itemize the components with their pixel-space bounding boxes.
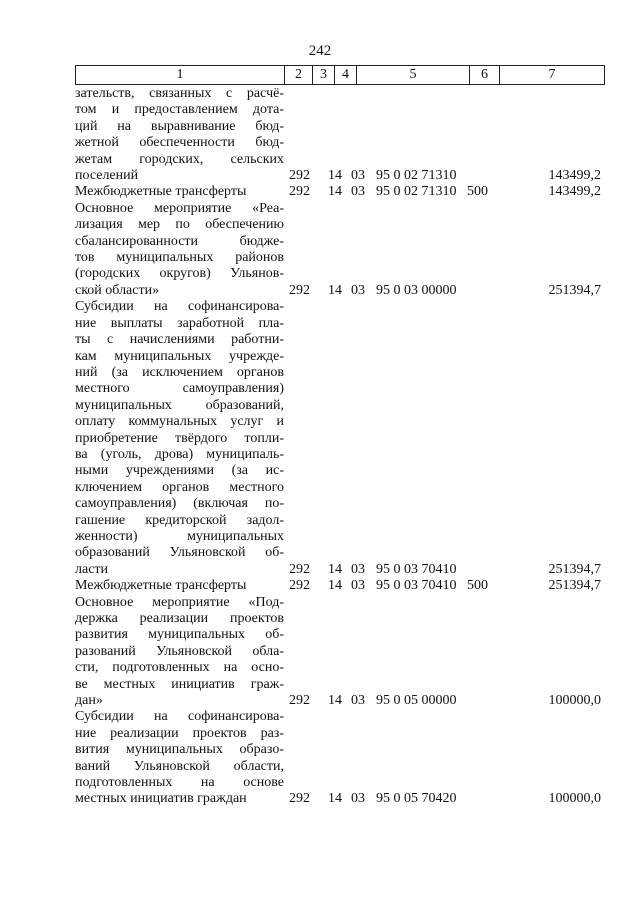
- code-ved: 292: [289, 282, 310, 298]
- code-vr: 500: [467, 578, 488, 594]
- header-col-7: 7: [548, 67, 556, 82]
- description-line: ве местных инициатив граж-: [75, 676, 284, 692]
- row-sum: 143499,2: [548, 168, 601, 184]
- description-line: ва (уголь, дрова) муниципаль-: [75, 446, 284, 462]
- row-codes: [75, 578, 605, 594]
- code-ved: 292: [289, 184, 310, 200]
- description-line: том и предоставлением дота-: [75, 102, 284, 118]
- row-sum: 143499,2: [548, 184, 601, 200]
- description-line: муниципальных образований,: [75, 397, 284, 413]
- header-col-1: 1: [76, 66, 285, 84]
- description-line: Субсидии на софинансирова-: [75, 709, 284, 725]
- table-row: [75, 184, 605, 200]
- description-line: самоуправления) (включая по-: [75, 496, 284, 512]
- code-pr: 03: [351, 578, 365, 594]
- code-ved: 292: [289, 561, 310, 577]
- description-line: образований Ульяновской об-: [75, 545, 284, 561]
- code-rz: 14: [328, 578, 342, 594]
- row-sum: 100000,0: [548, 693, 601, 709]
- description-line: подготовленных на основе: [75, 775, 284, 791]
- description-line: Основное мероприятие «Под-: [75, 594, 284, 610]
- description-line: сти, подготовленных на осно-: [75, 660, 284, 676]
- row-sum: 251394,7: [548, 282, 601, 298]
- description-line: поселений: [75, 168, 139, 184]
- description-line: лизация мер по обеспечению: [75, 217, 284, 233]
- description-line: Субсидии на софинансирова-: [75, 299, 284, 315]
- description-line: сбалансированности бюдже-: [75, 233, 284, 249]
- code-rz: 14: [328, 168, 342, 184]
- description-line: жетам городских, сельских: [75, 151, 284, 167]
- code-rz: 14: [328, 693, 342, 709]
- description-line: Межбюджетные трансферты: [75, 578, 247, 594]
- page-number: 242: [308, 43, 332, 59]
- description-line: местных инициатив граждан: [75, 791, 247, 807]
- description-line: местного самоуправления): [75, 381, 284, 397]
- code-rz: 14: [328, 282, 342, 298]
- header-col-6: 6: [470, 66, 500, 84]
- description-line: разований Ульяновской обла-: [75, 643, 284, 659]
- code-ved: 292: [289, 578, 310, 594]
- row-sum: 100000,0: [548, 791, 601, 807]
- table-row: [75, 86, 605, 184]
- code-pr: 03: [351, 561, 365, 577]
- description-line: ключением органов местного: [75, 479, 284, 495]
- description-line: гашение кредиторской задол-: [75, 512, 284, 528]
- row-codes: [75, 562, 605, 578]
- code-csr: 95 0 03 00000: [376, 282, 457, 298]
- code-csr: 95 0 02 71310: [376, 168, 457, 184]
- header-col-5: 5: [357, 66, 470, 84]
- description-line: приобретение твёрдого топли-: [75, 430, 284, 446]
- description-line: оплату коммунальных услуг и: [75, 414, 284, 430]
- code-csr: 95 0 02 71310: [376, 184, 457, 200]
- code-csr: 95 0 05 00000: [376, 693, 457, 709]
- description-line: ласти: [75, 561, 109, 577]
- code-pr: 03: [351, 791, 365, 807]
- description-line: ние реализации проектов раз-: [75, 725, 284, 741]
- table-row: [75, 595, 605, 710]
- header-col-2: 2: [285, 66, 313, 84]
- code-vr: 500: [467, 184, 488, 200]
- header-col-4: 4: [335, 66, 357, 84]
- description-line: держка реализации проектов: [75, 611, 284, 626]
- table-row: [75, 299, 605, 578]
- description-line: жетной обеспеченности бюд-: [75, 135, 284, 151]
- code-pr: 03: [351, 282, 365, 298]
- code-pr: 03: [351, 184, 365, 200]
- code-pr: 03: [351, 168, 365, 184]
- code-rz: 14: [328, 184, 342, 200]
- description-line: ций на выравнивание бюд-: [75, 118, 284, 134]
- row-codes: [75, 184, 605, 200]
- table-row: [75, 201, 605, 299]
- code-pr: 03: [351, 693, 365, 709]
- row-codes: [75, 791, 605, 807]
- description-line: Межбюджетные трансферты: [75, 184, 247, 200]
- description-line: тов муниципальных районов: [75, 250, 284, 266]
- row-codes: [75, 283, 605, 299]
- code-ved: 292: [289, 791, 310, 807]
- description-line: кам муниципальных учрежде-: [75, 348, 284, 364]
- description-line: ние выплаты заработной пла-: [75, 315, 284, 331]
- description-line: развития муниципальных об-: [75, 627, 284, 643]
- row-description: [75, 299, 284, 578]
- code-rz: 14: [328, 791, 342, 807]
- table-body: [75, 86, 605, 808]
- code-csr: 95 0 03 70410: [376, 561, 457, 577]
- description-line: дан»: [75, 693, 103, 709]
- code-ved: 292: [289, 168, 310, 184]
- code-ved: 292: [289, 693, 310, 709]
- row-codes: [75, 693, 605, 709]
- code-rz: 14: [328, 561, 342, 577]
- table-row: [75, 709, 605, 807]
- description-line: ваний Ульяновской области,: [75, 758, 284, 774]
- description-line: женности) муниципальных: [75, 528, 284, 544]
- code-csr: 95 0 03 70410: [376, 578, 457, 594]
- description-line: ными учреждениями (за ис-: [75, 463, 284, 479]
- description-line: ской области»: [75, 282, 160, 298]
- description-line: зательств, связанных с расчё-: [75, 86, 284, 101]
- row-codes: [75, 168, 605, 184]
- code-csr: 95 0 05 70420: [376, 791, 457, 807]
- description-line: вития муниципальных образо-: [75, 742, 284, 758]
- row-sum: 251394,7: [548, 578, 601, 594]
- description-line: (городских округов) Ульянов-: [75, 266, 284, 282]
- row-sum: 251394,7: [548, 561, 601, 577]
- table-header: [75, 65, 605, 85]
- description-line: ты с начислениями работни-: [75, 332, 284, 348]
- table-row: [75, 578, 605, 594]
- description-line: ний (за исключением органов: [75, 364, 284, 380]
- header-col-3: 3: [313, 66, 335, 84]
- description-line: Основное мероприятие «Реа-: [75, 200, 284, 216]
